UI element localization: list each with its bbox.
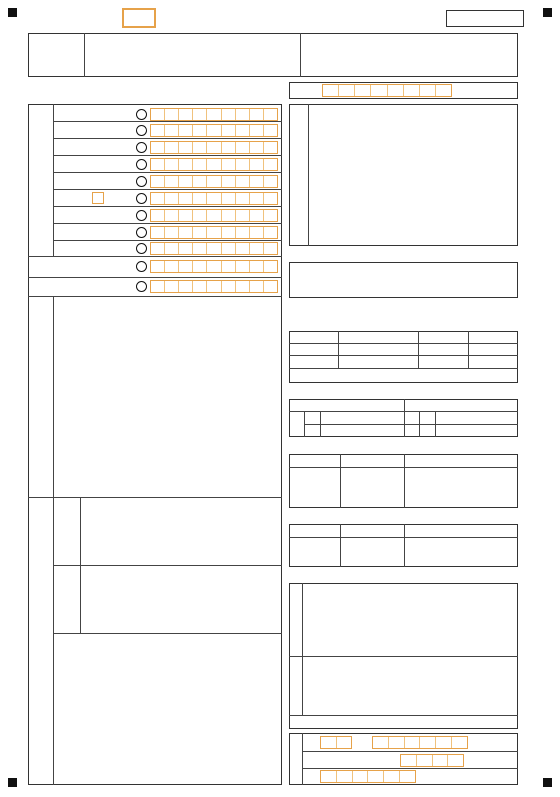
amount-input[interactable] (150, 192, 278, 205)
shotoku-input[interactable] (290, 344, 517, 367)
amount-input[interactable] (150, 141, 278, 154)
row-number (136, 142, 147, 153)
amount-input[interactable] (150, 226, 278, 239)
row-number (136, 125, 147, 136)
form-code-box (446, 10, 524, 27)
row-number (136, 243, 147, 254)
right-tax-table (289, 104, 518, 246)
seiri-number-input[interactable] (322, 84, 452, 97)
row-number (136, 109, 147, 120)
kubun-input[interactable] (320, 736, 352, 749)
increase-table (289, 262, 518, 298)
row-number (136, 193, 147, 204)
registration-mark (543, 778, 552, 787)
row-number (136, 159, 147, 170)
amount-input[interactable] (150, 242, 278, 255)
seiri-extra-input[interactable] (320, 770, 416, 783)
amount-input[interactable] (150, 280, 278, 293)
name-field[interactable] (360, 35, 516, 75)
date-input[interactable] (372, 736, 468, 749)
kubun-input[interactable] (92, 192, 104, 204)
amount-input[interactable] (150, 158, 278, 171)
amount-input[interactable] (150, 209, 278, 222)
row-number (136, 281, 147, 292)
address-field[interactable] (86, 35, 298, 75)
registration-mark (543, 8, 552, 17)
amount-input[interactable] (150, 108, 278, 121)
tokurei-input[interactable] (400, 754, 464, 767)
year-input[interactable] (122, 8, 156, 28)
row-number (136, 227, 147, 238)
row-number (136, 176, 147, 187)
amount-input[interactable] (150, 260, 278, 273)
amount-input[interactable] (150, 175, 278, 188)
row-number (136, 261, 147, 272)
registration-mark (8, 778, 17, 787)
amount-input[interactable] (150, 124, 278, 137)
registration-mark (8, 8, 17, 17)
row-number (136, 210, 147, 221)
